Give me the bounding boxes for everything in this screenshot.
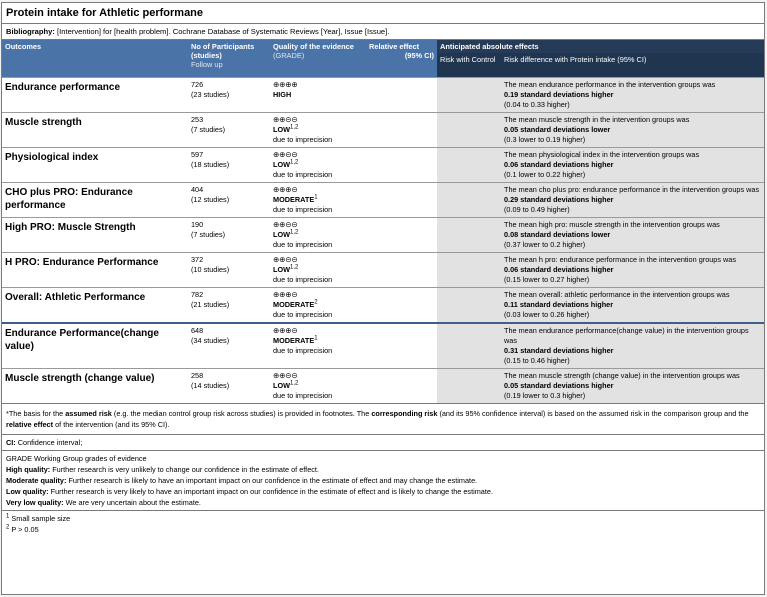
effect-ci: (0.09 to 0.49 higher) — [504, 205, 570, 214]
effect-description: The mean endurance performance(change value) in the intervention groups was — [504, 326, 749, 345]
relative-effect-cell — [366, 183, 437, 218]
effect-ci: (0.15 lower to 0.27 higher) — [504, 275, 590, 284]
effect-description: The mean h pro: endurance performance in the intervention groups was — [504, 255, 737, 264]
grade-level: LOW — [273, 125, 291, 134]
quality-cell — [270, 369, 366, 404]
grade-footnote-ref: 1,2 — [290, 264, 299, 271]
grade-heading: GRADE Working Group grades of evidence — [6, 454, 147, 463]
grade-level: MODERATE — [273, 336, 315, 345]
participants-count: 726 — [191, 80, 204, 89]
participants-count: 404 — [191, 185, 204, 194]
participants-cell — [188, 288, 270, 324]
downgrade-reason: due to imprecision — [273, 240, 333, 249]
outcome-cell: Overall: Athletic Performance — [2, 288, 188, 324]
participants-count: 258 — [191, 371, 204, 380]
risk-difference-cell — [501, 183, 764, 218]
grade-definitions — [2, 450, 764, 510]
bibliography — [2, 24, 764, 40]
effect-description: The mean muscle strength in the intervention groups was — [504, 115, 690, 124]
grade-level: LOW — [273, 265, 291, 274]
grade-symbols: ⊕⊕⊝⊝ — [273, 150, 298, 159]
ci-note: CI: Confidence interval; — [2, 434, 764, 450]
downgrade-reason: due to imprecision — [273, 391, 333, 400]
grade-symbols: ⊕⊕⊕⊝ — [273, 185, 298, 194]
effect-ci: (0.37 lower to 0.2 higher) — [504, 240, 586, 249]
participants-count: 372 — [191, 255, 204, 264]
table-row — [2, 218, 764, 253]
footnotes — [2, 510, 764, 537]
quality-cell — [270, 113, 366, 148]
participants-count: 782 — [191, 290, 204, 299]
relative-effect-cell — [366, 288, 437, 324]
grade-symbols: ⊕⊕⊕⊝ — [273, 290, 298, 299]
studies-count: (7 studies) — [191, 230, 226, 239]
effect-estimate: 0.05 standard deviations higher — [504, 381, 614, 390]
risk-control-cell — [437, 148, 501, 183]
bibliography-label: Bibliography: — [6, 27, 55, 36]
findings-table — [2, 40, 764, 403]
relative-effect-cell — [366, 369, 437, 404]
downgrade-reason: due to imprecision — [273, 135, 333, 144]
effect-estimate: 0.31 standard deviations higher — [504, 346, 614, 355]
effect-estimate: 0.08 standard deviations lower — [504, 230, 611, 239]
grade-low: Low quality: Further research is very likely to have an important impact on our confidence in the estimate of effect and is likely to change the estimate. — [6, 487, 493, 496]
outcome-cell: Muscle strength (change value) — [2, 369, 188, 404]
outcome-cell: CHO plus PRO: Endurance performance — [2, 183, 188, 218]
effect-description: The mean physiological index in the intervention groups was — [504, 150, 700, 159]
header-quality: Quality of the evidence (GRADE) — [270, 40, 366, 78]
effect-ci: (0.3 lower to 0.19 higher) — [504, 135, 586, 144]
studies-count: (21 studies) — [191, 300, 230, 309]
header-grade: (GRADE) — [273, 51, 305, 60]
quality-cell — [270, 78, 366, 113]
outcome-cell: Endurance Performance(change value) — [2, 323, 188, 369]
grade-level: LOW — [273, 160, 291, 169]
header-participants: No of Participants (studies) Follow up — [188, 40, 270, 78]
relative-effect-cell — [366, 323, 437, 369]
studies-count: (12 studies) — [191, 195, 230, 204]
participants-cell — [188, 78, 270, 113]
effect-description: The mean muscle strength (change value) in the intervention groups was — [504, 371, 740, 380]
quality-cell — [270, 253, 366, 288]
effect-estimate: 0.06 standard deviations higher — [504, 265, 614, 274]
participants-cell — [188, 183, 270, 218]
participants-cell — [188, 148, 270, 183]
grade-footnote-ref: 1,2 — [290, 380, 299, 387]
risk-control-cell — [437, 218, 501, 253]
risk-control-cell — [437, 369, 501, 404]
grade-footnote-ref: 1,2 — [290, 159, 299, 166]
footnote-basis: *The basis for the assumed risk (e.g. the median control group risk across studies) is provided in footnotes. The corresponding risk (and its 95% confidence interval) is based on the assumed risk in the comparison group and the relative effect of the intervention (and its 95% CI). — [2, 403, 764, 434]
effect-description: The mean endurance performance in the intervention groups was — [504, 80, 716, 89]
grade-footnote-ref: 2 — [314, 299, 318, 306]
downgrade-reason: due to imprecision — [273, 170, 333, 179]
risk-control-cell — [437, 183, 501, 218]
grade-level: HIGH — [273, 90, 292, 99]
quality-cell — [270, 288, 366, 324]
header-outcomes: Outcomes — [2, 40, 188, 78]
effect-ci: (0.03 lower to 0.26 higher) — [504, 310, 590, 319]
table-row — [2, 113, 764, 148]
table-title: Protein intake for Athletic performane — [2, 3, 764, 24]
effect-estimate: 0.06 standard deviations higher — [504, 160, 614, 169]
effect-estimate: 0.19 standard deviations higher — [504, 90, 614, 99]
table-row — [2, 78, 764, 113]
effect-estimate: 0.05 standard deviations lower — [504, 125, 611, 134]
studies-count: (18 studies) — [191, 160, 230, 169]
grade-level: MODERATE — [273, 300, 315, 309]
downgrade-reason: due to imprecision — [273, 275, 333, 284]
participants-count: 648 — [191, 326, 204, 335]
summary-of-findings-table — [1, 2, 765, 595]
grade-very-low: Very low quality: We are very uncertain about the estimate. — [6, 498, 201, 507]
quality-cell — [270, 183, 366, 218]
risk-difference-cell — [501, 253, 764, 288]
effect-estimate: 0.11 standard deviations higher — [504, 300, 614, 309]
risk-difference-cell — [501, 369, 764, 404]
outcome-cell: High PRO: Muscle Strength — [2, 218, 188, 253]
grade-footnote-ref: 1 — [314, 335, 318, 342]
grade-symbols: ⊕⊕⊝⊝ — [273, 371, 298, 380]
participants-cell — [188, 218, 270, 253]
participants-count: 190 — [191, 220, 204, 229]
risk-difference-cell — [501, 113, 764, 148]
header-follow-up: Follow up — [191, 60, 223, 69]
participants-cell — [188, 113, 270, 148]
grade-symbols: ⊕⊕⊝⊝ — [273, 115, 298, 124]
risk-difference-cell — [501, 323, 764, 369]
relative-effect-cell — [366, 218, 437, 253]
grade-symbols: ⊕⊕⊕⊕ — [273, 80, 298, 89]
outcome-cell: Endurance performance — [2, 78, 188, 113]
participants-cell — [188, 369, 270, 404]
grade-level: MODERATE — [273, 195, 315, 204]
risk-control-cell — [437, 323, 501, 369]
studies-count: (7 studies) — [191, 125, 226, 134]
grade-footnote-ref: 1,2 — [290, 229, 299, 236]
relative-effect-cell — [366, 78, 437, 113]
risk-control-cell — [437, 113, 501, 148]
grade-moderate: Moderate quality: Further research is likely to have an important impact on our confidence in the estimate of effect and may change the estimate. — [6, 476, 478, 485]
quality-cell — [270, 148, 366, 183]
table-row — [2, 253, 764, 288]
effect-ci: (0.1 lower to 0.22 higher) — [504, 170, 586, 179]
header-risk-difference: Risk difference with Protein intake (95% CI) — [501, 53, 764, 78]
risk-difference-cell — [501, 148, 764, 183]
participants-cell — [188, 323, 270, 369]
table-row — [2, 148, 764, 183]
studies-count: (23 studies) — [191, 90, 230, 99]
effect-estimate: 0.29 standard deviations higher — [504, 195, 614, 204]
downgrade-reason: due to imprecision — [273, 205, 333, 214]
grade-symbols: ⊕⊕⊝⊝ — [273, 255, 298, 264]
grade-symbols: ⊕⊕⊕⊝ — [273, 326, 298, 335]
outcome-cell: Physiological index — [2, 148, 188, 183]
studies-count: (34 studies) — [191, 336, 230, 345]
relative-effect-cell — [366, 113, 437, 148]
studies-count: (10 studies) — [191, 265, 230, 274]
header-anticipated: Anticipated absolute effects — [437, 40, 764, 53]
effect-ci: (0.19 lower to 0.3 higher) — [504, 391, 586, 400]
table-row — [2, 288, 764, 324]
grade-level: LOW — [273, 230, 291, 239]
outcome-cell: Muscle strength — [2, 113, 188, 148]
header-relative-effect: Relative effect (95% CI) — [366, 40, 437, 78]
relative-effect-cell — [366, 148, 437, 183]
header-row — [2, 40, 764, 53]
grade-level: LOW — [273, 381, 291, 390]
header-relative-ci: (95% CI) — [404, 51, 434, 60]
grade-high: High quality: Further research is very unlikely to change our confidence in the estimate of effect. — [6, 465, 319, 474]
risk-difference-cell — [501, 218, 764, 253]
relative-effect-cell — [366, 253, 437, 288]
participants-count: 597 — [191, 150, 204, 159]
bibliography-text: [Intervention] for [health problem]. Cochrane Database of Systematic Reviews [Year], Issue [Issue]. — [54, 27, 390, 36]
participants-count: 253 — [191, 115, 204, 124]
table-row — [2, 369, 764, 404]
studies-count: (14 studies) — [191, 381, 230, 390]
effect-ci: (0.04 to 0.33 higher) — [504, 100, 570, 109]
risk-difference-cell — [501, 78, 764, 113]
downgrade-reason: due to imprecision — [273, 346, 333, 355]
quality-cell — [270, 323, 366, 369]
risk-control-cell — [437, 288, 501, 324]
effect-description: The mean overall: athletic performance in the intervention groups was — [504, 290, 730, 299]
risk-control-cell — [437, 78, 501, 113]
risk-control-cell — [437, 253, 501, 288]
participants-cell — [188, 253, 270, 288]
table-row — [2, 183, 764, 218]
effect-description: The mean high pro: muscle strength in the intervention groups was — [504, 220, 720, 229]
quality-cell — [270, 218, 366, 253]
grade-footnote-ref: 1 — [314, 194, 318, 201]
table-row — [2, 323, 764, 369]
footnote-1: $^1$ Small sample size — [6, 513, 71, 523]
outcome-cell: H PRO: Endurance Performance — [2, 253, 188, 288]
effect-description: The mean cho plus pro: endurance performance in the intervention groups was — [504, 185, 760, 194]
grade-symbols: ⊕⊕⊝⊝ — [273, 220, 298, 229]
risk-difference-cell — [501, 288, 764, 324]
grade-footnote-ref: 1,2 — [290, 124, 299, 131]
downgrade-reason: due to imprecision — [273, 310, 333, 319]
effect-ci: (0.15 to 0.46 higher) — [504, 356, 570, 365]
header-risk-control: Risk with Control — [437, 53, 501, 78]
footnote-2: $^2$ P > 0.05 — [6, 524, 39, 534]
